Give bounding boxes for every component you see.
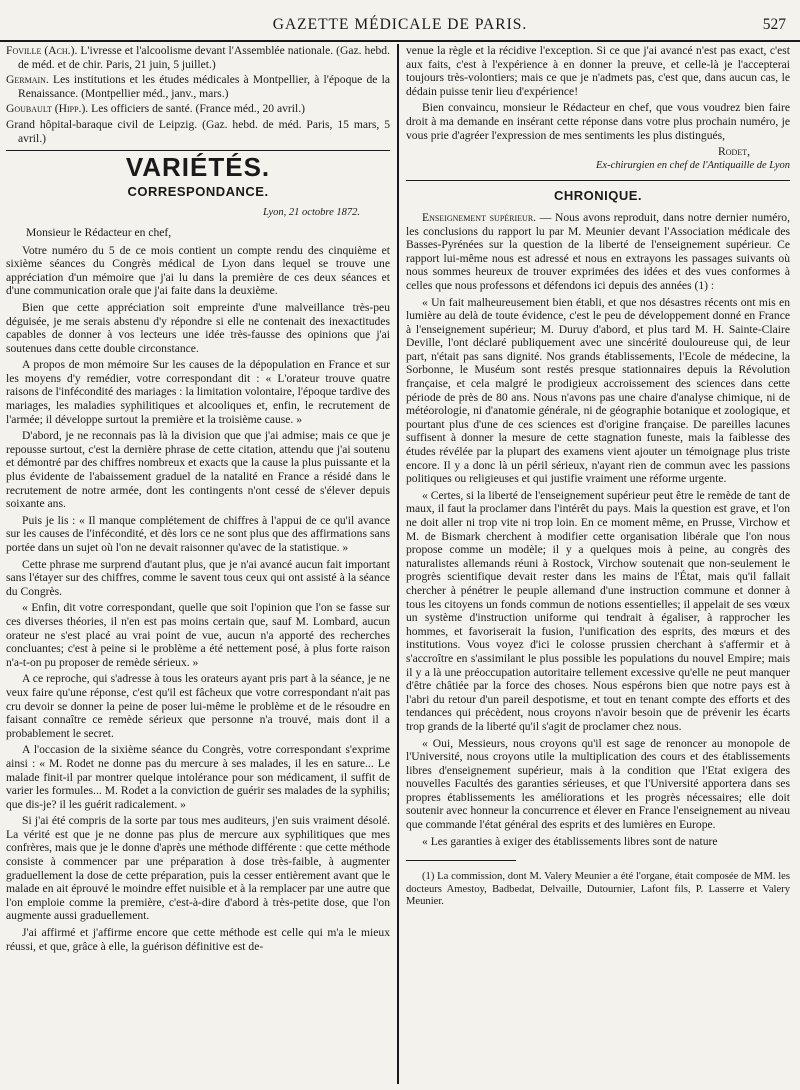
reference-text: Les officiers de santé. (France méd., 20 avril.) <box>88 102 305 116</box>
column-divider <box>397 44 400 1084</box>
letter-paragraph: Si j'ai été compris de la sorte par tous mes auditeurs, j'en suis vraiment désolé. La vérité est que je ne donne pas plus de mercure aux syphilitiques que mes confrères, mais que je le donne d'après une méthode différente : que cette méthode consiste à commencer par une préparation à dose très-faible, à augmenter graduellement la dose de cette préparation, puis la cesser entièrement avant que le malade en ait éprouvé le moindre effet nuisible et à la remplacer par une autre que l'on emploie comme la première, c'est-à-dire d'abord à très-petite dose, que l'on augmente aussi graduellement. <box>6 814 390 923</box>
letter-paragraph: A propos de mon mémoire Sur les causes de la dépopulation en France et sur les moyens d'y remédier, votre correspondant dit : « L'orateur trouve quatre raisons de l'infécondité des mariages : la limitation volontaire, l'époque tardive des mariages, les maladies syphilitiques et alcooliques et, enfin, le recrutement de l'armée; il développe surtout la première et la troisième cause. » <box>6 358 390 426</box>
reference-author: Germain. <box>6 73 49 87</box>
letter-paragraph: Bien convaincu, monsieur le Rédacteur en chef, que vous voudrez bien faire droit à ma demande en insérant cette réponse dans votre plus prochain numéro, je vous prie d'agréer l'expression de mes sentiments les plus distingués, <box>406 101 790 142</box>
letter-paragraph: Votre numéro du 5 de ce mois contient un compte rendu des cinquième et sixième séances du Congrès médical de Lyon dans lequel se trouve une appréciation d'un mémoire que j'ai lu dans la première de ces deux séances et d'une communication orale que j'ai faite dans la deuxième. <box>6 243 390 298</box>
dateline: Lyon, 21 octobre 1872. <box>263 207 360 219</box>
reference-text: Les institutions et les études médicales à Montpellier, à l'époque de la Renaissance. (Montpellier méd., janv., mars.) <box>18 73 390 100</box>
signature: Rodet, <box>718 145 750 159</box>
chronique-paragraph: « Un fait malheureusement bien établi, et que nos désastres récents ont mis en lumière au delà de toute évidence, c'est le peu de développement donné en France à l'enseignement supérieur; M. Duruy d'abord, et plus tard M. H. Sainte-Claire Deville, l'ont déclaré publiquement avec une sincérité douloureuse qui, de leur part, n'était pas sans dignité. Nos grands établissements, l'Ecole de médecine, la Sorbonne, le Muséum sont restés presque stationnaires depuis la Révolution française, et cela malgré le prodigieux accroissement des sciences dans cette période de près de 80 ans. Nous n'avons pas une chaire d'analyse chimique, ni de météorologie, ni d'anatomie générale, ni de géographie botanique et zoologique, et pourtant plus d'une de ces sciences est d'origine française. De pareilles lacunes suffisent à donner la mesure de cette stagnation funeste, mais la faiblesse des études révélée par la plupart des examens vient ajouter un témoignage plus triste encore. Il y a donc là un péril sérieux, n'ayant rien de commun avec les passions politiques ou religieuses et qui justifie vraiment une réforme urgente. <box>406 295 790 486</box>
varietes-title: VARIÉTÉS. <box>125 152 271 183</box>
section-rule <box>6 150 390 151</box>
chronique-lead: Enseignement supérieur. <box>422 210 537 224</box>
chronique-paragraph: « Oui, Messieurs, nous croyons qu'il est sage de renoncer au monopole de l'Université, nous croyons utile la multiplication des cours et des établissements libres d'enseignement supérieur, mais à la condition que l'Etat exigera des nouvelles Facultés des garanties sérieuses, et que l'Université apportera dans ses propres établissements les améliorations et les progrès nécessaires; elle doit soutenir avec honneur la concurrence et élever en France l'enseignement au niveau que commande l'état général des esprits et des lumières en Europe. <box>406 736 790 832</box>
right-column <box>406 44 790 912</box>
letter-paragraph: D'abord, je ne reconnais pas là la division que que j'ai admise; mais ce que je repousse surtout, c'est la dernière phrase de cette citation, attendu que j'ai soutenu et démontré par des chiffres nombreux et exacts que la cause la plus puissante et la plus évidente de l'abaissement graduel de la natalité en France a résidé dans le recrutement de notre armée, dont les contingents n'ont cessé de s'élever depuis soixante ans. <box>6 429 390 511</box>
correspondance-title: CORRESPONDANCE. <box>127 183 269 199</box>
chronique-paragraph <box>406 211 790 293</box>
left-column <box>6 44 390 956</box>
letter-continuation: venue la règle et la récidive l'exception. Si ce que j'ai avancé n'est pas exact, c'est aux faits, c'est à l'expérience à en donner la preuve, et celle-là je l'accepterai toujours très-volontiers; mais ce que je n'admets pas, c'est que, dans aucun cas, le dédain puisse tenir lieu d'expérience! <box>406 44 790 98</box>
page-number: 527 <box>762 16 786 33</box>
chronique-title: CHRONIQUE. <box>553 188 643 204</box>
reference-text: Grand hôpital-baraque civil de Leipzig. (Gaz. hebd. de méd. Paris, 15 mars, 5 avril.) <box>6 117 390 145</box>
section-rule <box>406 180 790 181</box>
salutation: Monsieur le Rédacteur en chef, <box>26 225 172 239</box>
chronique-paragraph: « Les garanties à exiger des établissements libres sont de nature <box>422 834 718 848</box>
letter-paragraph: Cette phrase me surprend d'autant plus, que je n'ai avancé aucun fait important sans l'étayer sur des chiffres, comme le savent tous ceux qui ont assisté à la séance du Congrès. <box>6 557 390 598</box>
reference-item <box>6 44 390 71</box>
footnote: (1) La commission, dont M. Valery Meunier a été l'organe, était composée de MM. les docteurs Amestoy, Badbedat, Delvaille, Dutournier, Lafont fils, P. Lasserre et Valery Meunier. <box>406 871 790 908</box>
signature-role: Ex-chirurgien en chef de l'Antiquaille de Lyon <box>596 159 790 171</box>
letter-paragraph: A ce reproche, qui s'adresse à tous les orateurs ayant pris part à la séance, je ne veux faire qu'une réponse, c'est qu'il est fâcheux que votre correspondant n'ait pas cru devoir se donner la peine de poser lui-même le problème et de le résoudre en faisant connaître ce remède sérieux que personne n'a trouvé, mais dont il a probablement le secret. <box>6 672 390 740</box>
letter-paragraph: Bien que cette appréciation soit empreinte d'une malveillance très-peu déguisée, je me serais abstenu d'y répondre si elle ne contenait des inexactitudes capables de donner à vos lecteurs une idée très-fausse des opinions que j'ai soutenues dans cette double circonstance. <box>6 300 390 355</box>
letter-paragraph: A l'occasion de la sixième séance du Congrès, votre correspondant s'exprime ainsi : « M. Rodet ne donne pas du mercure à ses malades, il les en sature... Le malade finit-il par montrer quelque intolérance pour son médicament, il suffit de varier les formules... M. Rodet a la conviction de guérir ses malades de la syphilis; que dis-je? il les guérit radicalement. » <box>6 743 390 811</box>
letter-paragraph: Puis je lis : « Il manque complétement de chiffres à l'appui de ce qu'il avance sur les causes de l'infécondité, et dès lors ce ne sont plus que des affirmations sans portée dans un sujet où l'on ne devait raisonner qu'avec de la statistique. » <box>6 513 390 554</box>
chronique-lead-text: — Nous avons reproduit, dans notre dernier numéro, les conclusions du rapport lu par M. Meunier devant l'Association médicale des Basses-Pyrénées sur la question de la liberté de l'enseignement supérieur. Ce rapport lui-même nous est adressé et nous en extrayons les passages suivants où nous sommes heureux de trouver exprimées des idées et des vues conformes à celles que nous professons et défendons ici depuis des années (1) : <box>406 210 790 292</box>
page-header <box>0 14 800 42</box>
reference-list <box>6 44 390 145</box>
footnote-rule <box>406 860 516 861</box>
reference-item <box>6 118 390 145</box>
reference-item <box>6 102 390 116</box>
reference-text: L'ivresse et l'alcoolisme devant l'Assemblée nationale. (Gaz. hebd. de méd. et de chir. Paris, 21 juin, 5 juillet.) <box>18 44 390 71</box>
reference-author: Goubault (Hipp.). <box>6 102 89 116</box>
letter-paragraph: J'ai affirmé et j'affirme encore que cette méthode est celle qui m'a le mieux réussi, et que, grâce à elle, la guérison définitive est de- <box>6 926 390 953</box>
reference-item <box>6 73 390 100</box>
journal-title: GAZETTE MÉDICALE DE PARIS. <box>272 16 528 33</box>
reference-author: Foville (Ach.). <box>6 44 78 57</box>
letter-paragraph: « Enfin, dit votre correspondant, quelle que soit l'opinion que l'on se fasse sur ces diverses théories, il n'en est pas moins certain que, sauf M. Lombard, aucun orateur ne s'est placé au vrai point de vue, aucun n'a apporté des recherches concluantes; c'est à peine si le problème a été nettement posé, à plus forte raison n'a-t-on pu proposer de remède sérieux. » <box>6 601 390 669</box>
chronique-paragraph: « Certes, si la liberté de l'enseignement supérieur peut être le remède de tant de maux, il faut la proclamer dans l'intérêt du pays. Mais la question est grave, et l'on ne doit aller ni trop vite ni trop loin. En ce moment même, en Prusse, Virchow et M. de Bismark cherchent à modifier cette organisation libérale que l'on nous propose comme un modèle; il y a quelques mois à peine, au congrès des naturalistes allemands réuni à Rostock, Virchow soutenait que non-seulement le progrès scientifique devait rester dans les mains de l'État, mais qu'il fallait chercher à pénétrer le peuple allemand d'une instruction commune et donner à tous les citoyens un fonds commun de notions essentielles; il appelait de ses vœux un système d'instruction uniforme qui tendrait à égaliser, à rapprocher les hommes, et favoriserait la fusion, l'unification des esprits, des mœurs et des institutions. Vous voyez d'ici le colosse prussien cherchant à s'affermir et à s'accroître en s'assimilant le plus possible les populations du nouvel Empire; mais il y a là une préoccupation autoritaire tellement excessive qu'elle ne peut manquer d'être châtiée par la force des choses. Nous espérons bien que notre pays est à l'abri du retour d'un pareil despotisme, et tout en tenant compte des efforts et des tendances qui précèdent, nous croyons n'avoir besoin que de prévenir les écarts trop grands de la liberté qu'il s'agit de proclamer chez nous. <box>406 488 790 733</box>
